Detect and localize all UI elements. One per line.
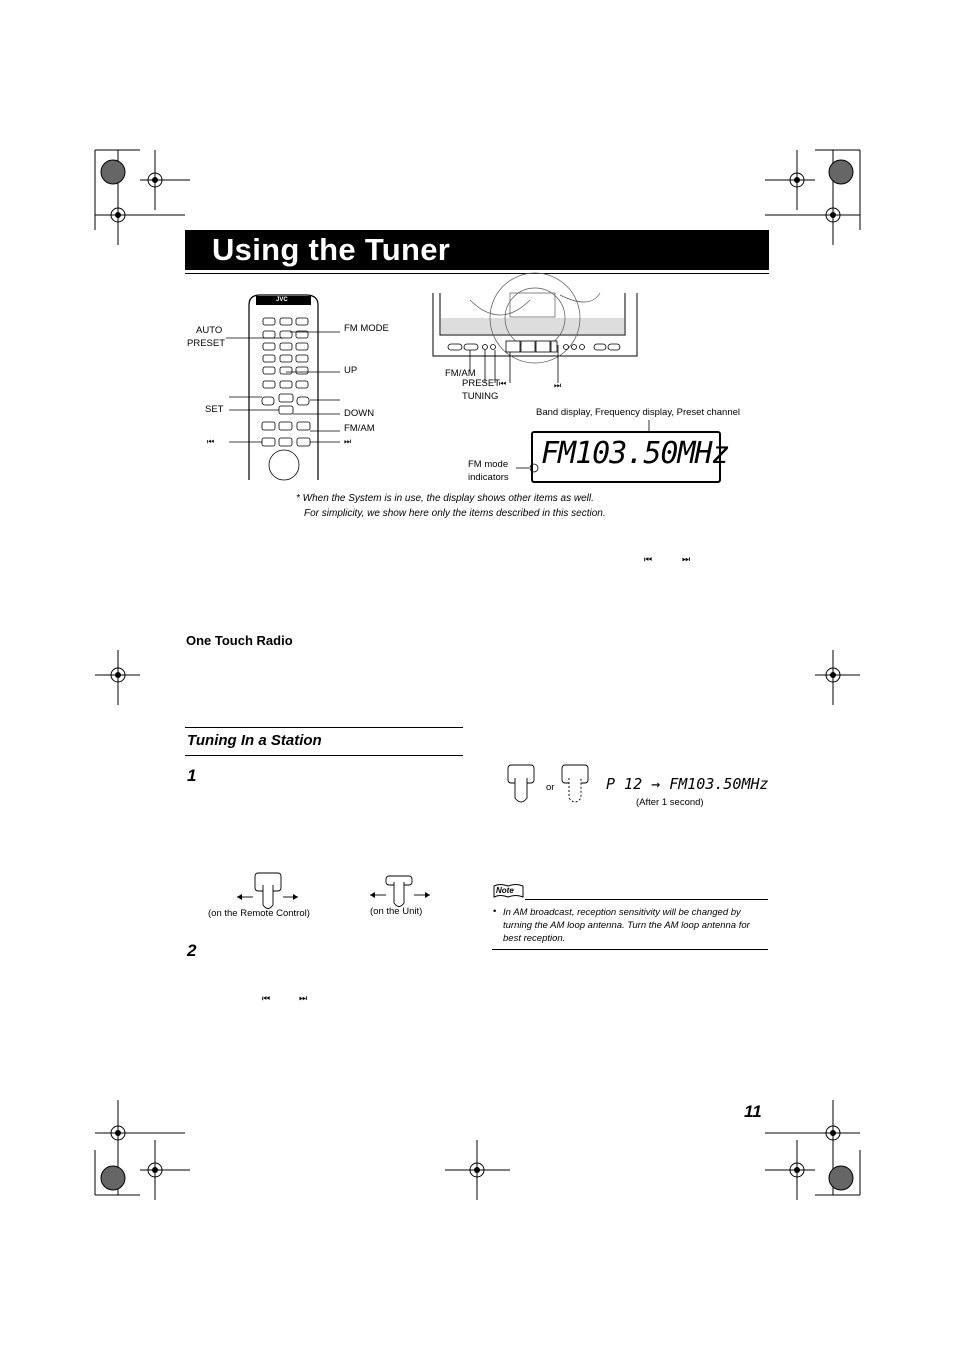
label-set: SET [205,404,224,415]
tuning-heading: Tuning In a Station [187,732,322,749]
note-badge [492,882,525,899]
remote-brand-logo: JVC [276,297,288,303]
one-touch-radio-heading: One Touch Radio [186,633,293,648]
label-fm-am-unit: FM/AM [445,368,476,379]
page-number: 11 [744,1102,762,1121]
footnote-line-2: For simplicity, we show here only the items described in this section. [304,508,606,519]
label-auto-preset-1: AUTO [196,325,223,336]
note-rule-bottom [492,949,768,950]
label-fm-am-remote: FM/AM [344,423,375,434]
caption-remote-control: (on the Remote Control) [208,908,310,919]
step-2-number: 2 [187,941,197,960]
lcd-frequency-text: FM103.50MHz [541,436,729,471]
label-fm-mode-indicators-1: FM mode [468,459,509,470]
remote-next-icon: ⏭ [344,437,352,446]
footnote-line-1: * When the System is in use, the display shows other items as well. [296,493,594,504]
note-rule-top [525,899,768,900]
label-down: DOWN [344,408,375,419]
remote-prev-icon: ⏮ [207,437,215,446]
caption-unit: (on the Unit) [370,906,423,917]
unit-next-icon: ⏭ [554,381,562,390]
preset-display-text: P 12 → FM103.50MHz [606,775,769,793]
label-tuning-unit: TUNING [462,391,499,402]
body-next-icon: ⏭ [682,554,691,564]
display-caption: Band display, Frequency display, Preset channel [536,407,741,418]
note-label: Note [496,886,514,895]
label-auto-preset-2: PRESET [187,338,226,349]
label-fm-mode: FM MODE [344,323,389,334]
step2-prev-icon: ⏮ [262,993,271,1003]
note-bullet: • [493,906,497,917]
preset-or: or [546,782,555,793]
step-1-number: 1 [187,766,197,785]
label-up: UP [344,365,358,376]
label-preset-unit: PRESET [462,378,501,389]
label-fm-mode-indicators-2: indicators [468,472,509,483]
step2-next-icon: ⏭ [299,993,308,1003]
body-prev-icon: ⏮ [644,554,653,564]
preset-caption: (After 1 second) [636,797,704,808]
unit-prev-icon: ⏮ [499,379,507,388]
page-title: Using the Tuner [212,232,451,267]
note-text: In AM broadcast, reception sensitivity will be changed by turning the AM loop antenna. Turn the AM loop antenna for best reception. [503,907,750,944]
